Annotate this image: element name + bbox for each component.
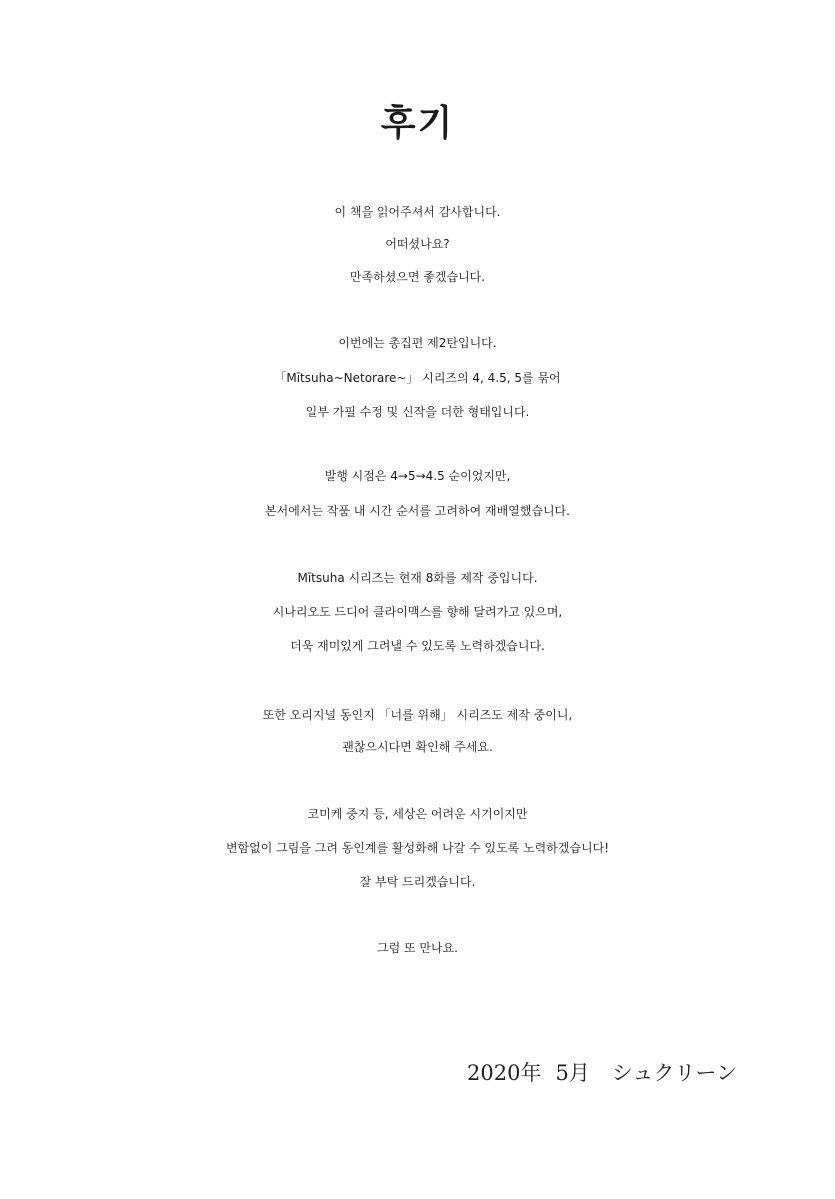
- signature: [467, 1058, 737, 1088]
- signature-author: シュクリーン: [611, 1061, 737, 1085]
- signature-month: 5月: [555, 1061, 590, 1085]
- text-line: 발행 시점은 4→5→4.5 순이었지만,: [324, 469, 511, 483]
- text-line: 변함없이 그림을 그려 동인계를 활성화해 나갈 수 있도록 노력하겠습니다!: [225, 841, 610, 855]
- text-line: 괜찮으시다면 확인해 주세요.: [342, 740, 493, 754]
- text-line: 어떠셨나요?: [385, 237, 450, 251]
- text-line: 잘 부탁 드리겠습니다.: [359, 875, 476, 889]
- page-title: 후기: [380, 103, 455, 144]
- signature-year: 2020年: [467, 1061, 542, 1085]
- text-line: 일부 가필 수정 및 신작을 더한 형태입니다.: [305, 405, 530, 419]
- text-line: 만족하셨으면 좋겠습니다.: [349, 270, 486, 284]
- text-line: 그럼 또 만나요.: [377, 941, 458, 955]
- text-line: Mītsuha 시리즈는 현재 8화를 제작 중입니다.: [297, 571, 538, 585]
- text-line: 코미케 중지 등, 세상은 어려운 시기이지만: [307, 807, 528, 821]
- text-line: 「Mītsuha~Netorare~」 시리즈의 4, 4.5, 5를 묶어: [274, 371, 561, 385]
- text-line: 시나리오도 드디어 클라이맥스를 향해 달려가고 있으며,: [272, 605, 563, 619]
- text-line: 또한 오리지널 동인지 「너를 위해」 시리즈도 제작 중이니,: [262, 708, 573, 722]
- text-line: 본서에서는 작품 내 시간 순서를 고려하여 재배열했습니다.: [265, 504, 570, 518]
- text-line: 더욱 재미있게 그려낼 수 있도록 노력하겠습니다.: [290, 639, 545, 653]
- text-line: 이 책을 읽어주셔서 감사합니다.: [334, 205, 501, 219]
- text-line: 이번에는 총집편 제2탄입니다.: [338, 336, 497, 350]
